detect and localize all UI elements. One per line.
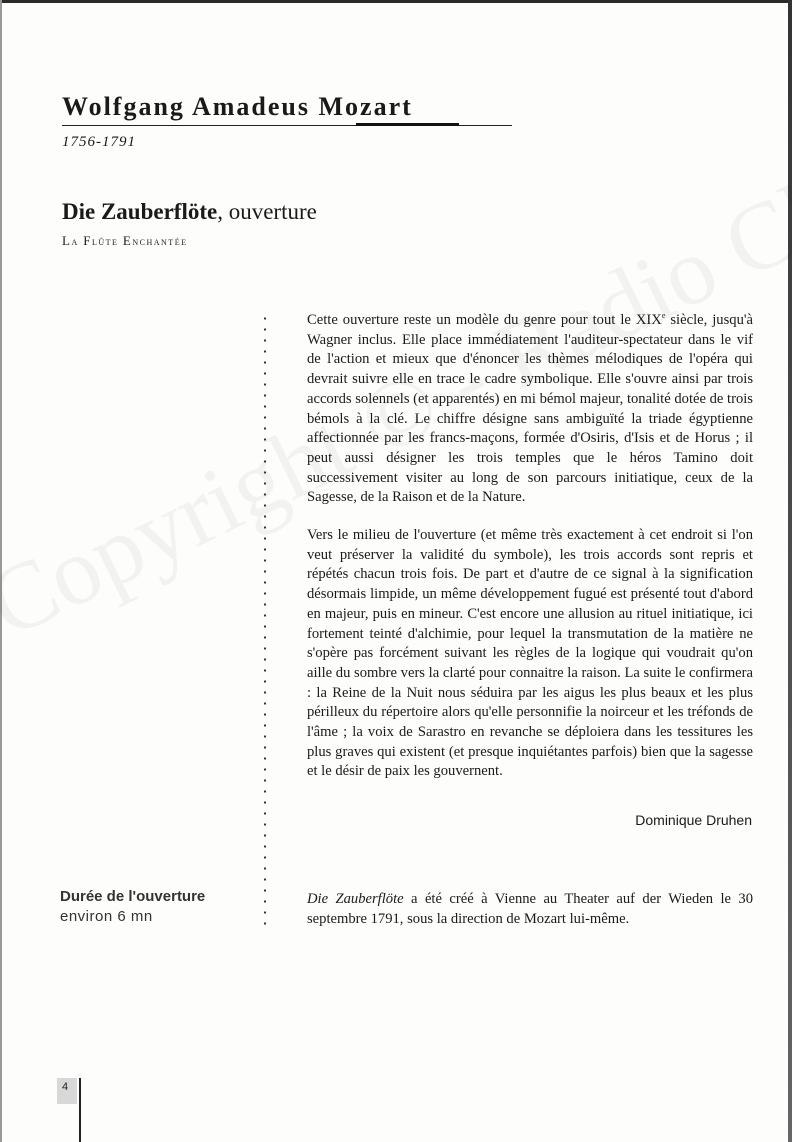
scan-edge-top bbox=[0, 0, 792, 3]
century-superscript: e bbox=[661, 311, 666, 321]
composer-dates: 1756-1791 bbox=[62, 134, 136, 150]
page-number: 4 bbox=[62, 1081, 69, 1093]
composer-rule-accent bbox=[356, 123, 459, 126]
subtitle-word-flute: lûte bbox=[91, 234, 123, 248]
dotted-divider bbox=[263, 313, 267, 925]
subtitle-initial-e: E bbox=[122, 233, 133, 248]
notes-paragraph-2: Vers le milieu de l'ouverture (et même très exactement à cet endroit si l'on veut préserver la validité du symbole), les trois accords sont repris et répétés chacun trois fois. De part et d'autre de ce signal à la signification désormais limpide, un même développement fugué est présenté tout d'abord en majeur, puis en mineur. C'est encore une allusion au rituel initiatique, ici fortement teinté d'alchimie, pour lequel la transmutation de la matière ne s'opère pas forcément suivant les règles de la logique qui voudrait qu'on aille du sombre vers la clarté pour connaitre la raison. La suite le confirmera : la Reine de la Nuit nous séduira par les aigus les plus beaux et les plus périlleux du répertoire alors qu'elle personnifie la noirceur et les tréfonds de l'âme ; la voix de Sarastro en revanche se déploiera dans les tessitures les plus graves qui existent (et presque inquiétantes parfois) bien que la sagesse et le désir de paix les gouvernent. bbox=[307, 527, 753, 780]
premiere-work-title: Die Zauberflöte bbox=[307, 891, 404, 907]
notes-paragraph-1 bbox=[307, 311, 753, 508]
paragraph-1-rest: siècle, jusqu'à Wagner inclus. Elle place immédiatement l'auditeur-spectateur dans le vif de l'action et mieux que d'énoncer les thèmes mélodiques de l'opéra qui devrait suivre elle en trace le cadre symbolique. Elle s'ouvre ainsi par trois accords solennels (et apparentés) en mi bémol majeur, tonalité dotée de trois bémols à la clé. Le chiffre désigne sans ambiguïté la triade égyptienne affectionnée par les francs-maçons, formée d'Osiris, d'Isis et de Horus ; il peut aussi désigner les trois temples que le héros Tamino doit successivement visiter au long de son parcours initiatique, ceux de la Sagesse, de la Raison et de la Nature. bbox=[307, 312, 753, 506]
duration-value: environ 6 mn bbox=[60, 908, 153, 925]
premiere-text: a été créé à Vienne au Theater auf der Wieden le 30 septembre 1791, sous la direction de Mozart lui-même. bbox=[307, 891, 754, 927]
work-title-main: Die Zauberflöte bbox=[62, 199, 218, 224]
premiere-note bbox=[307, 889, 753, 929]
subtitle-initial-f: F bbox=[83, 233, 92, 248]
subtitle-article: a bbox=[71, 234, 84, 248]
program-notes bbox=[307, 311, 753, 782]
subtitle-word-enchantee: nchantée bbox=[132, 234, 188, 248]
page-number-rule bbox=[79, 1078, 81, 1142]
author-signature: Dominique Druhen bbox=[635, 812, 752, 828]
composer-name: Wolfgang Amadeus Mozart bbox=[62, 92, 413, 121]
subtitle-initial-l: L bbox=[62, 233, 72, 248]
duration-label: Durée de l'ouverture bbox=[60, 888, 206, 905]
work-title-suffix: , ouverture bbox=[217, 199, 317, 224]
work-title bbox=[62, 199, 317, 225]
work-subtitle bbox=[62, 233, 187, 249]
paragraph-1-start: Cette ouverture reste un modèle du genre pour tout le XIX bbox=[307, 312, 662, 328]
scan-edge-left bbox=[0, 0, 2, 1142]
scan-edge-right bbox=[788, 0, 792, 1142]
